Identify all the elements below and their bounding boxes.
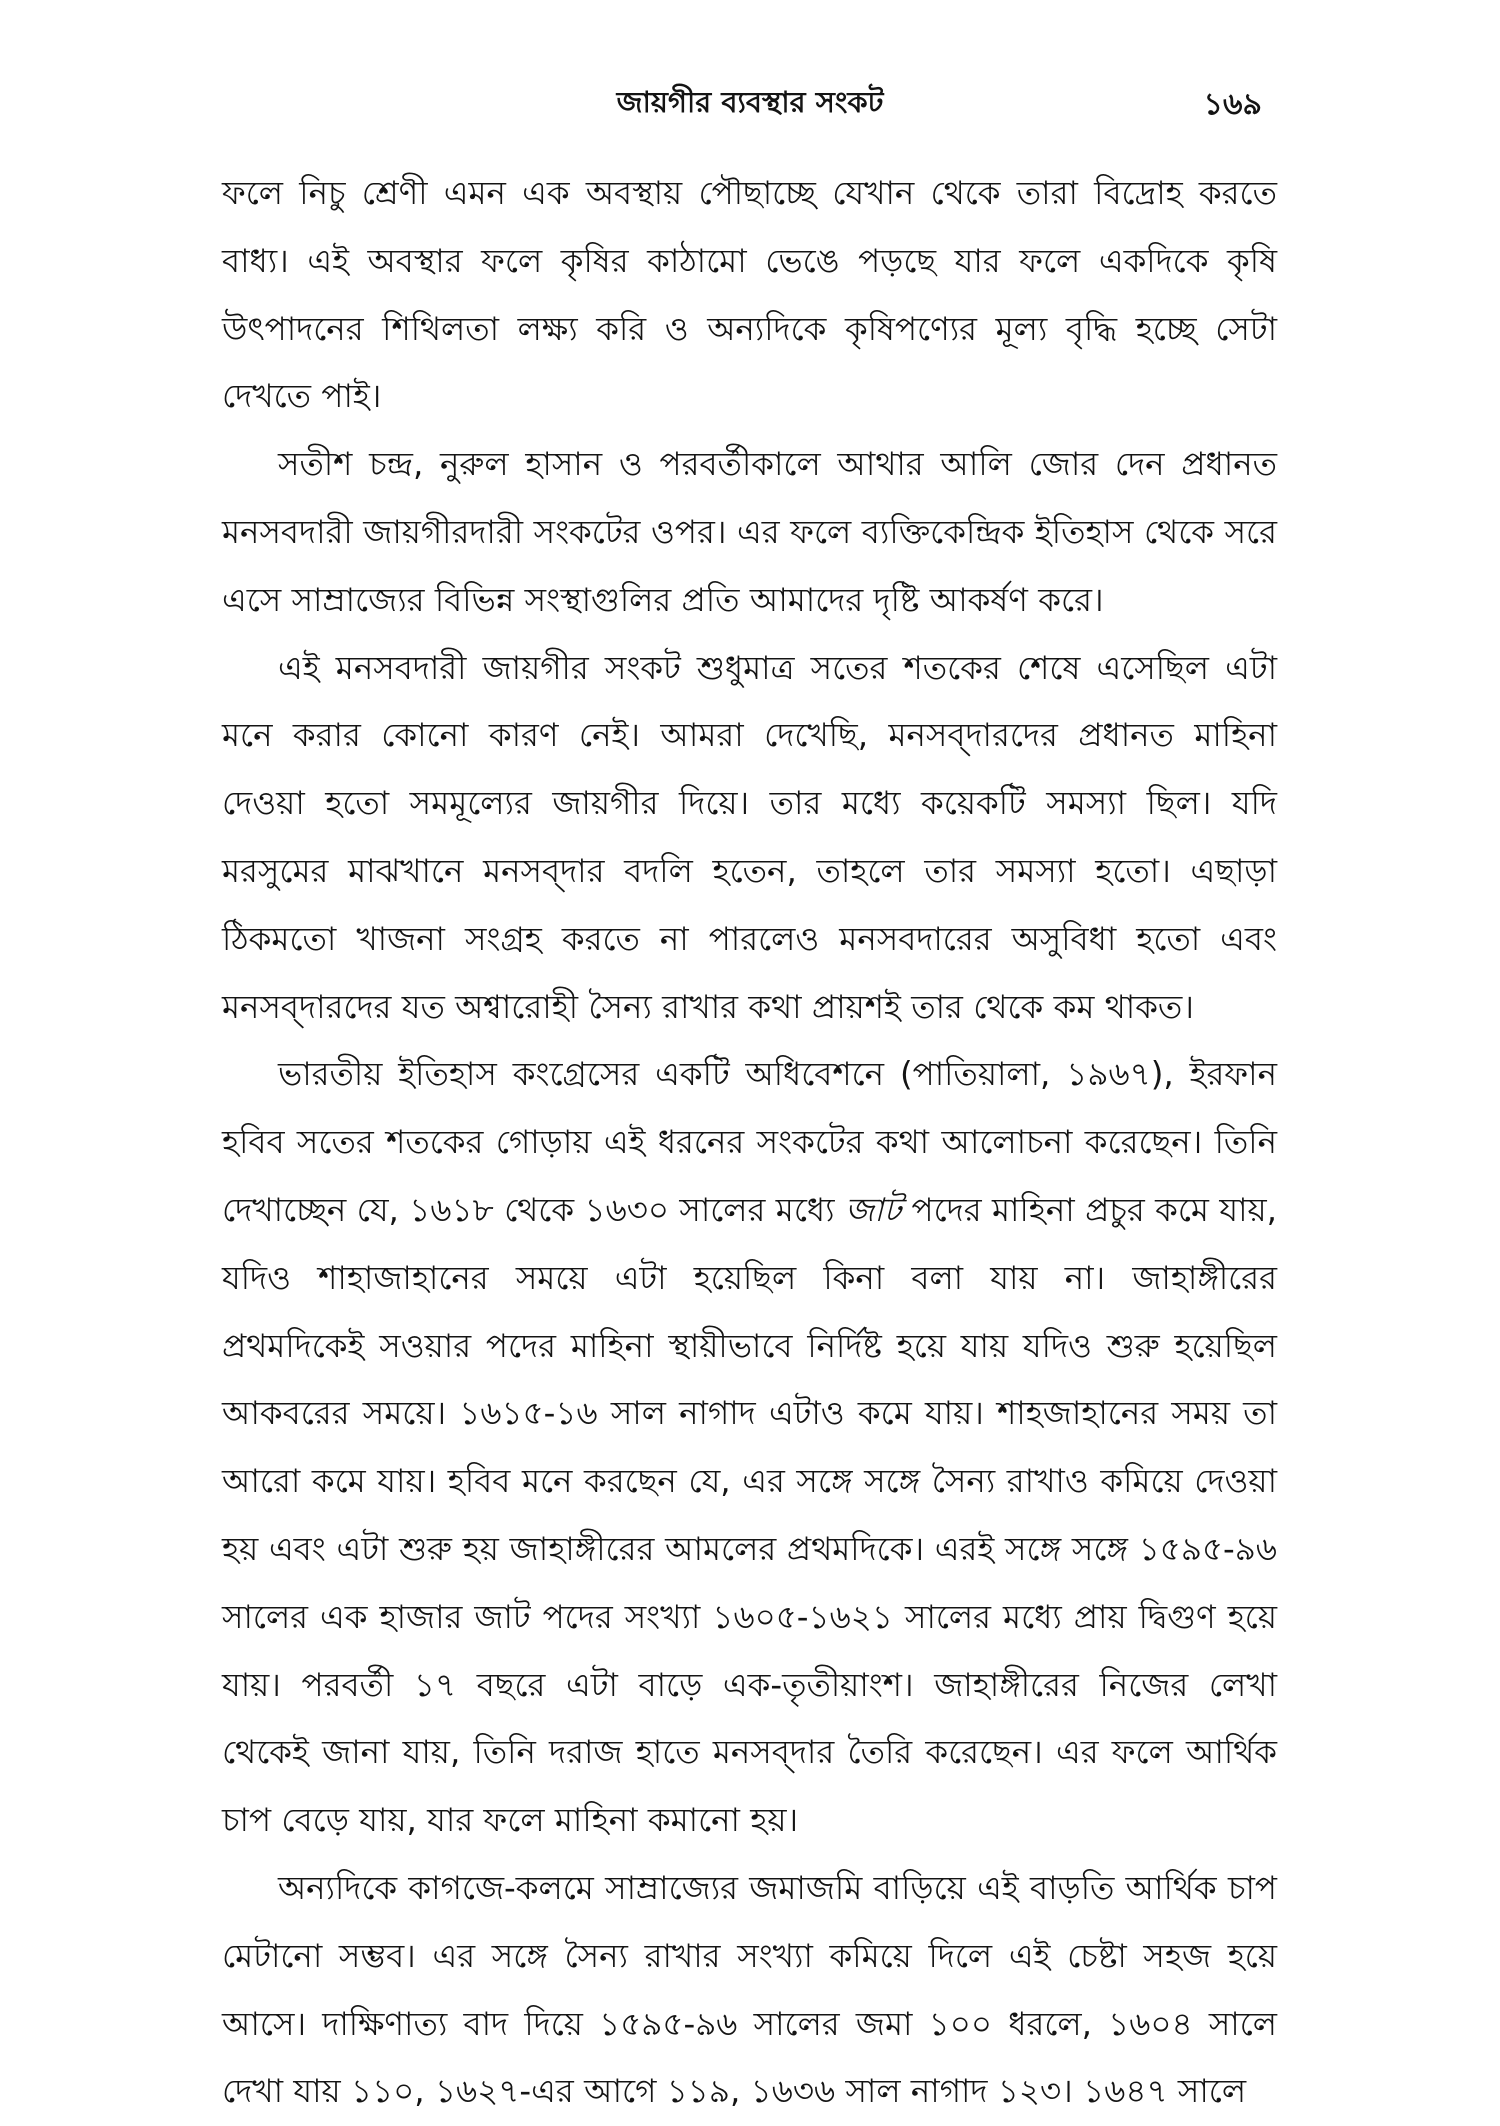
- running-header: [0, 72, 1500, 122]
- body-text: [222, 160, 1277, 2126]
- paragraph-4-text-after: পদের মাহিনা প্রচুর কমে যায়, যদিও শাহাজাহানের সময়ে এটা হয়েছিল কিনা বলা যায় না। জাহাঙ্গীরের প্রথমদিকেই সওয়ার পদের মাহিনা স্থায়ীভাবে নির্দিষ্ট হয়ে যায় যদিও শুরু হয়েছিল আকবরের সময়ে। ১৬১৫-১৬ সাল নাগাদ এটাও কমে যায়। শাহজাহানের সময় তা আরো কমে যায়। হবিব মনে করছেন যে, এর সঙ্গে সঙ্গে সৈন্য রাখাও কমিয়ে দেওয়া হয় এবং এটা শুরু হয় জাহাঙ্গীরের আমলের প্রথমদিকে। এরই সঙ্গে সঙ্গে ১৫৯৫-৯৬ সালের এক হাজার জাট পদের সংখ্যা ১৬০৫-১৬২১ সালের মধ্যে প্রায় দ্বিগুণ হয়ে যায়। পরবর্তী ১৭ বছরে এটা বাড়ে এক-তৃতীয়াংশ। জাহাঙ্গীরের নিজের লেখা থেকেই জানা যায়, তিনি দরাজ হাতে মনসব্‌দার তৈরি করেছেন। এর ফলে আর্থিক চাপ বেড়ে যায়, যার ফলে মাহিনা কমানো হয়।: [222, 1190, 1277, 1840]
- paragraph-5: অন্যদিকে কাগজে-কলমে সাম্রাজ্যের জমাজমি বাড়িয়ে এই বাড়তি আর্থিক চাপ মেটানো সম্ভব। এর সঙ্গে সৈন্য রাখার সংখ্যা কমিয়ে দিলে এই চেষ্টা সহজ হয়ে আসে। দাক্ষিণাত্য বাদ দিয়ে ১৫৯৫-৯৬ সালের জমা ১০০ ধরলে, ১৬০৪ সালে দেখা যায় ১১০, ১৬২৭-এর আগে ১১৯, ১৬৩৬ সাল নাগাদ ১২৩। ১৬৪৭ সালে: [222, 1868, 1277, 2111]
- paragraph-1: ফলে নিচু শ্রেণী এমন এক অবস্থায় পৌছাচ্ছে যেখান থেকে তারা বিদ্রোহ করতে বাধ্য। এই অবস্থার ফলে কৃষির কাঠামো ভেঙে পড়ছে যার ফলে একদিকে কৃষি উৎপাদনের শিথিলতা লক্ষ্য করি ও অন্যদিকে কৃষিপণ্যের মূল্য বৃদ্ধি হচ্ছে সেটা দেখতে পাই।: [222, 174, 1277, 416]
- running-title: জায়গীর ব্যবস্থার সংকট: [616, 85, 884, 119]
- paragraph-4-italic-term: জাট: [844, 1190, 902, 1229]
- paragraph-3: এই মনসবদারী জায়গীর সংকট শুধুমাত্র সতের শতকের শেষে এসেছিল এটা মনে করার কোনো কারণ নেই। আমরা দেখেছি, মনসব্‌দারদের প্রধানত মাহিনা দেওয়া হতো সমমূল্যের জায়গীর দিয়ে। তার মধ্যে কয়েকটি সমস্যা ছিল। যদি মরসুমের মাঝখানে মনসব্‌দার বদলি হতেন, তাহলে তার সমস্যা হতো। এছাড়া ঠিকমতো খাজনা সংগ্রহ করতে না পারলেও মনসবদারের অসুবিধা হতো এবং মনসব্‌দারদের যত অশ্বারোহী সৈন্য রাখার কথা প্রায়শই তার থেকে কম থাকত।: [222, 648, 1277, 1026]
- page-number: ১৬৯: [1203, 87, 1262, 122]
- paragraph-4: [222, 1041, 1277, 1855]
- paragraph-4-text-before: ভারতীয় ইতিহাস কংগ্রেসের একটি অধিবেশনে (পাতিয়ালা, ১৯৬৭), ইরফান হবিব সতের শতকের গোড়ায় এই ধরনের সংকটের কথা আলোচনা করেছেন। তিনি দেখাচ্ছেন যে, ১৬১৮ থেকে ১৬৩০ সালের মধ্যে: [222, 1055, 1277, 1229]
- paragraph-2: সতীশ চন্দ্র, নুরুল হাসান ও পরবর্তীকালে আথার আলি জোর দেন প্রধানত মনসবদারী জায়গীরদারী সংকটের ওপর। এর ফলে ব্যক্তিকেন্দ্রিক ইতিহাস থেকে সরে এসে সাম্রাজ্যের বিভিন্ন সংস্থাগুলির প্রতি আমাদের দৃষ্টি আকর্ষণ করে।: [222, 445, 1277, 619]
